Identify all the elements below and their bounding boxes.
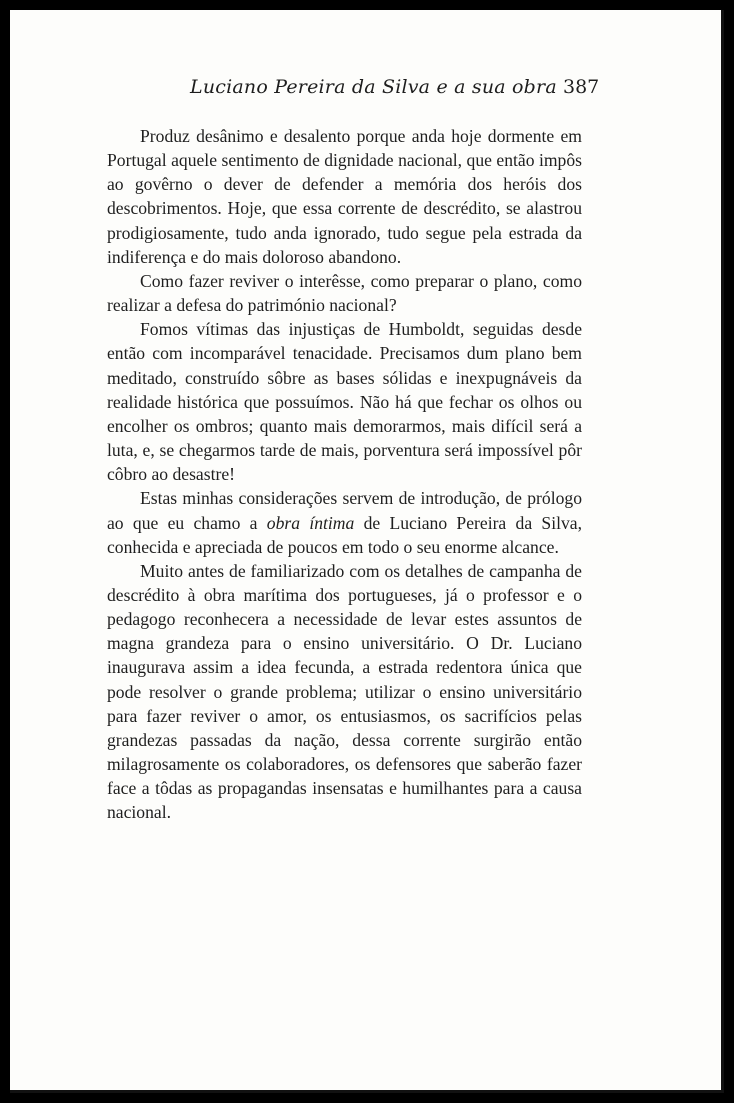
paragraph-4-after: de Luciano Pereira da Silva, conhecida e apreciada de poucos em todo o seu enorme alcance.	[107, 512, 583, 557]
paragraph-5: Muito antes de familiarizado com os detalhes de campanha de descrédito à obra marítima dos portugueses, já o professor e o pedagogo reconhecera a necessidade de levar estes assuntos de magna grandeza para o ensino universitário. O Dr. Luciano inaugurava assim a idea fecunda, a estrada redentora única que pode resolver o grande problema; utilizar o ensino universitário para fazer reviver o amor, os entusiasmos, os sacrifícios pelas grandezas passadas da nação, dessa corrente surgirão então milagrosamente os colaboradores, os defensores que saberão fazer face a tôdas as propagandas insensatas e humilhantes para a causa nacional.	[107, 560, 582, 823]
running-title: Luciano Pereira da Silva e a sua obra	[190, 76, 557, 98]
page-number: 387	[563, 76, 600, 98]
paragraph-2: Como fazer reviver o interêsse, como preparar o plano, como realizar a defesa do património nacional?	[107, 270, 582, 316]
paragraph-4	[107, 486, 582, 558]
book-page	[10, 10, 724, 1093]
paragraph-4-emphasis: obra íntima	[266, 512, 355, 533]
body-text	[107, 124, 582, 825]
running-head	[10, 76, 724, 106]
paragraph-3: Fomos vítimas das injustiças de Humboldt, seguidas desde então com incomparável tenacidade. Precisamos dum plano bem meditado, construído sôbre as bases sólidas e inexpugnáveis da realidade histórica que possuímos. Não há que fechar os olhos ou encolher os ombros; quanto mais demorarmos, mais difícil será a luta, e, se chegarmos tarde de mais, porventura será impossível pôr côbro ao desastre!	[107, 319, 582, 485]
paragraph-1: Produz desânimo e desalento porque anda hoje dormente em Portugal aquele sentimento de dignidade nacional, que então impôs ao govêrno o dever de defender a memória dos heróis dos descobrimentos. Hoje, que essa corrente de descrédito, se alastrou prodigiosamente, tudo anda ignorado, tudo segue pela estrada da indiferença e do mais doloroso abandono.	[107, 126, 582, 267]
paragraph-4-before: Estas minhas considerações servem de introdução, de prólogo ao que eu chamo a	[107, 488, 582, 533]
